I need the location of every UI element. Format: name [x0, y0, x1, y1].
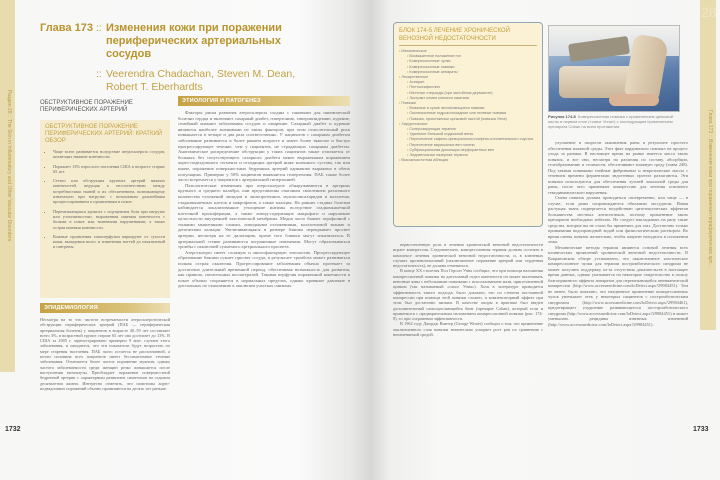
summary-item: • Стеноз или обструкция крупных артерий нижних конечностей, ведущая к несоответствию между потребностями тканей и их обеспечением, возникающему изначально при нагрузке, с возможным дальнейшим прогрессированием к проявлениям в покое. — [53, 178, 165, 204]
box-list-item: • Аспирин — [399, 80, 537, 85]
box-list-item: • Склерозирующая терапия — [399, 127, 537, 132]
epidemiology-text: Несмотря на то что частота встречаемости атеросклеротической обструкции периферических артерий (ПАБ — периферическая артериальная болезнь) у пациентов в возрасте 40–59 лет составляет всего 3%, в возрастной группе старше 65 лет она достигает до 13%. В США за 2005 г. зарегистрировано примерно 9 млн. случаев этого заболевания, и ожидается, что эти показатели будут возрастать по мере старения населения. ПАБ часто остается не распознанной, а почти половина всех пациентов имеет бессимптомное течение заболевания. Отмечается более частое поражение мужчин, однако частота заболеваемости среди женщин резко повышается после наступления менопаузы. Преобладает поражение поверхностной бедренной артерии с характерным развитием симптомов на седьмом десятилетии жизни. Интересно отметить, что симптомы аорто-подвздошных поражений обычно проявляются на десять лет раньше. — [40, 317, 170, 391]
page-number: 1733 — [693, 426, 709, 433]
box-list-item: • Экстракт семян конского каштана — [399, 96, 537, 101]
paragraph: В конце XX столетия Пол Герсон Унна сообщил, что при помощи наложения компрессионной повязки на дистальный отдел конечности он может вылечивать венозные язвы с небольшими повязками с использованием мази, приготовленной цинком (так называемый «сапог Унна»). Хотя в литературе приводится эффективность такого подхода, было доказано, что по степени постоянной компрессии при помощи этой повязки сложно, и компенсаторный эффект при этом был достаточно низким. В качестве опоры в практике был введен дополнительный самосцепляющийся бинт (препарат Coban), который если и применялся с предварительным наложением компрессионной повязки (рис. 174-8), то при сохранении эффективности. — [393, 268, 543, 322]
box-list-item: • Лекарственное — [399, 75, 537, 80]
paragraph: Механические методы терапии являются основой лечения всех клинических проявлений хронической венозной недостаточности. В Кокрановском обзоре установлено, что окклюзионное эластическое компрессионное чулки для терапии постромботического синдрома не может получить поддержку из-за отсутствия доказательств в настоящее время данных, однако указывается на некоторые свидетельства в пользу благоприятного эффекта аппаратов для перемежающейся пневматической компрессии (http://www.accessmedicine.com/loDetect.aspx?29984451). Тем не менее, было показано, что ежедневное применение компрессионных чулок уменьшает отек у некоторых пациентов с постромботическим синдромом (http://www.accessmedicine.com/loDetect.aspx?29984461), предотвращает ухудшение развивающегося посттромботического синдрома (http://www.accessmedicine.com/loDetect.aspx?29984451) и может уменьшать рецидивы язвенных изменений (http://www.accessmedicine.com/loDetect.aspx?29984451). — [548, 244, 688, 327]
figure-caption: Рисунок 174-8 Компрессионная повязка с применением цинковой пасты в первом слое («сапог Унна») с последующим применением препарата Coban на всем протяжении. — [548, 114, 673, 129]
box-title: БЛОК 174-5 ЛЕЧЕНИЕ ХРОНИЧЕСКОЙ ВЕНОЗНОЙ НЕДОСТАТОЧНОСТИ — [399, 28, 537, 46]
paragraph: Патологические изменения при атеросклерозе обнаруживаются в артериях крупного и среднего калибра, они представлены очаговым скоплением различного количества отложений липидов и липопротеинов, мукополисахаридов и коллагена, гладкомышечных клеток и макрофагов, а также кальция. На ранних стадиях болезни наблюдается локализованное утолщение интимы вследствие гладкомышечной клеточной пролиферации, а также липид-содержащие макрофаги и нарушение целостности внутренней эластической мембраны. Медиа часто бывает атрофичной с тонкими мышечными слоями, липидными отложениями, коллагеновой тканью и депозитами кальция. Увеличивающаяся в размере бляшка перекрывает просвет артерии, несмотря на ее дилатацию, кроме того бляшки могут изъязвляться. В артериальной стенке развиваются пограничные изменения. Могут образовываться тромбы с окклюзией сужаемого артериального просвета. — [178, 182, 350, 250]
etiology-text — [178, 110, 350, 289]
right-column — [178, 96, 350, 426]
right-page-right-column — [548, 140, 688, 422]
paragraph: Атеросклероз имеет сложную и многофакторную этиологию. Прогрессирующее образование бляшки сужает просвет сосуда, в результате тромбоза может развиваться полная острая окклюзия. Прогрессирование заболевания обычно протекает за достаточно длительный временной период, обеспечивая возможность для развития, как правило, питательных коллатералей. Таковая перфузия пораженной конечности в покое обычно сохраняется в нормальных пределах, однако кровяное давление в дистальных по отношению к окклюзии участках снижено. — [178, 249, 350, 289]
summary-title: ОБСТРУКТИВНОЕ ПОРАЖЕНИЕ ПЕРИФЕРИЧЕСКИХ АРТЕРИЙ: КРАТКИЙ ОБЗОР — [45, 124, 163, 144]
chapter-authors: Veerendra Chadachan, Steven M. Dean, Robert T. Eberhardts — [106, 68, 296, 93]
box-list-item: • Пересечение сафено-феморального/сафено-поплитеального соустья — [399, 137, 537, 142]
figure-photo-compression-bandage — [548, 25, 680, 112]
box-list-item: • Удаление большой подкожной вены — [399, 132, 537, 137]
treatment-box — [393, 22, 543, 227]
section-heading: ОБСТРУКТИВНОЕ ПОРАЖЕНИЕ ПЕРИФЕРИЧЕСКИХ АРТЕРИЙ — [40, 100, 133, 113]
left-spine-tab — [0, 0, 15, 372]
box-list-item: • Окклюзионные гидроколлоидные или гелевые повязки — [399, 111, 537, 116]
left-column — [40, 100, 170, 391]
right-page-left-column — [393, 242, 543, 422]
paragraph: Факторы риска развития атеросклероза сходны с таковыми для ишемической болезни сердца и включают сахарный диабет, гипертонию, гиперлипидемию, курение, семейный анамнез заболевания сосудов и ожирение. Сахарный диабет и курение являются наиболее значимыми из таких факторов, при этом относительный риск повышается в четыре и два раза соответственно. У пациентов с сахарным диабетом заболевание развивается в более раннем возрасте и имеет более тяжелое и быстро прогрессирующее течение, чем у пациентов, не страдающих сахарным диабетом. Анатомическое распределение обструкции у таких пациентов также отличается от больных без сопутствующего сахарного диабета менее выраженным поражением аорто-подвздошного сегмента и отходящих артерий ниже коленного сустава, так или иначе, поражение поверхностных бедренных артерий одинаково выражено в обеих популяциях. Примерно у 50% пациентов выявляется гипертензия. ПАБ также более часто встречается у пациентов с артериальной гипертонией. — [178, 110, 350, 183]
separator: :: — [96, 69, 102, 80]
box-list-item: • Возвышенное положение ног — [399, 54, 537, 59]
box-list-item: • Высокочастотная абляция — [399, 158, 537, 163]
summary-item: • Поражает 13% взрослого населения США в возрасте старше 65 лет. — [53, 164, 165, 175]
right-page — [372, 0, 720, 480]
epidemiology-heading: ЭПИДЕМИОЛОГИЯ — [40, 303, 170, 313]
right-spine-tab — [700, 0, 716, 330]
etiology-heading: ЭТИОЛОГИЯ И ПАТОГЕНЕЗ — [178, 96, 350, 106]
box-list — [399, 49, 537, 163]
box-list-item: • Компрессионные чулки — [399, 59, 537, 64]
box-list-item: • Повязки — [399, 101, 537, 106]
summary-list — [45, 149, 165, 250]
section-number: 28 — [701, 4, 717, 20]
page-number: 1732 — [5, 426, 21, 433]
summary-item: • Кожные проявления гипоперфузии варьируют от сухости кожи, выпадения волос и изменения ногтей до изъязвлений и гангрены. — [53, 234, 165, 250]
summary-item: • Перемежающаяся хромота с ощущением боли при нагрузке или утомляемостью, выраженная ишемия конечности с болями в покое или тканевыми нарушениями, а также острая ишемия конечности. — [53, 209, 165, 230]
chapter-title: Изменения кожи при поражении периферических артериальных сосудов — [106, 22, 282, 60]
box-list-item: • Эндовенозная лазерная терапия — [399, 153, 537, 158]
paragraph: Смена повязок должна проводиться своевременно, или чаще — в случае, если раны сопровождаются обильным экссудатом. Новая растущая ткань подвергается воздействию цитотоксических эффектов большинства местных антисептиков, поэтому применение таких препаратов необходимо избегать. Не следует накладывать на рану такие средства, которые вы не стали бы применять для глаз. Достаточно только промывания водопроводной водой или физиологическим раствором. Во время смены повязок желательно, чтобы пациент находился в положении лежа. — [548, 195, 688, 244]
paragraph: улучшение в скорости заживления раны в результате простого обеспечения влажной среды. Этот факт кардинально повлиял на процесс ухода за ранами. В настоящее время на рынке имеется масса таких повязок, и все они, несмотря на различия по составу, абсорбции, гелеобразованию и стоимости, обеспечивают влажную среду (глава 248). Под такими повязками гнойные фибриновые и некротические массы с течением времени ферментами эндогенных протеаз разлагаются. Эти повязки используются для обеспечения лучшей локальной среды для раны, после чего применяют компрессию для лечения основного гемодинамического нарушения. — [548, 140, 688, 195]
box-list-item: • Компрессионные аппараты — [399, 70, 537, 75]
box-list-item: • Влажные и сухие неслипающиеся повязки — [399, 106, 537, 111]
summary-box — [40, 120, 170, 298]
box-list-item: • Местные стероиды (при застойном дерматите) — [399, 91, 537, 96]
separator: :: — [96, 23, 102, 34]
box-list-item: • Пентоксифиллин — [399, 85, 537, 90]
box-list-item: • Механическое — [399, 49, 537, 54]
paragraph: В 1962 году Джордж Винтер (George Winter) сообщил о том, что применение окклюзионного слоя повязки значительно ускоряет рост ран по сравнению с неизменяемой средой. — [393, 321, 543, 338]
spine-text: Раздел 28 :: The Skin in Inflammatory and Other Vascular Disorders — [6, 90, 12, 242]
box-list-item: • Пересечение варикозных вен голени — [399, 143, 537, 148]
summary-item: • Чаще всего развивается вследствие атеросклероза сосудов, питающих нижние конечности. — [53, 149, 165, 160]
box-list-item: • Повязки, пропитанные цинковой пастой (повязка Унна) — [399, 117, 537, 122]
paragraph: первостепенную роль в лечении хронической венозной недостаточности играет компрессия. Следовательно, компрессионная терапия должна состоять в комплексе лечения хронической венозной недостаточности, и, в ключевых случаях противопоказаний (окклюзионное поражение артерий или сердечная недостаточность), не должна отменяться. — [393, 242, 543, 269]
spine-text: Глава 173 :: Изменения кожи при поражении периферических арт... — [707, 110, 713, 267]
box-list-item: • Компрессионные повязки — [399, 65, 537, 70]
chapter-label: Глава 173 — [40, 22, 93, 34]
box-list-item: • Субфасциальная диссекция перфорантных вен — [399, 148, 537, 153]
box-list-item: • Хирургическое — [399, 122, 537, 127]
